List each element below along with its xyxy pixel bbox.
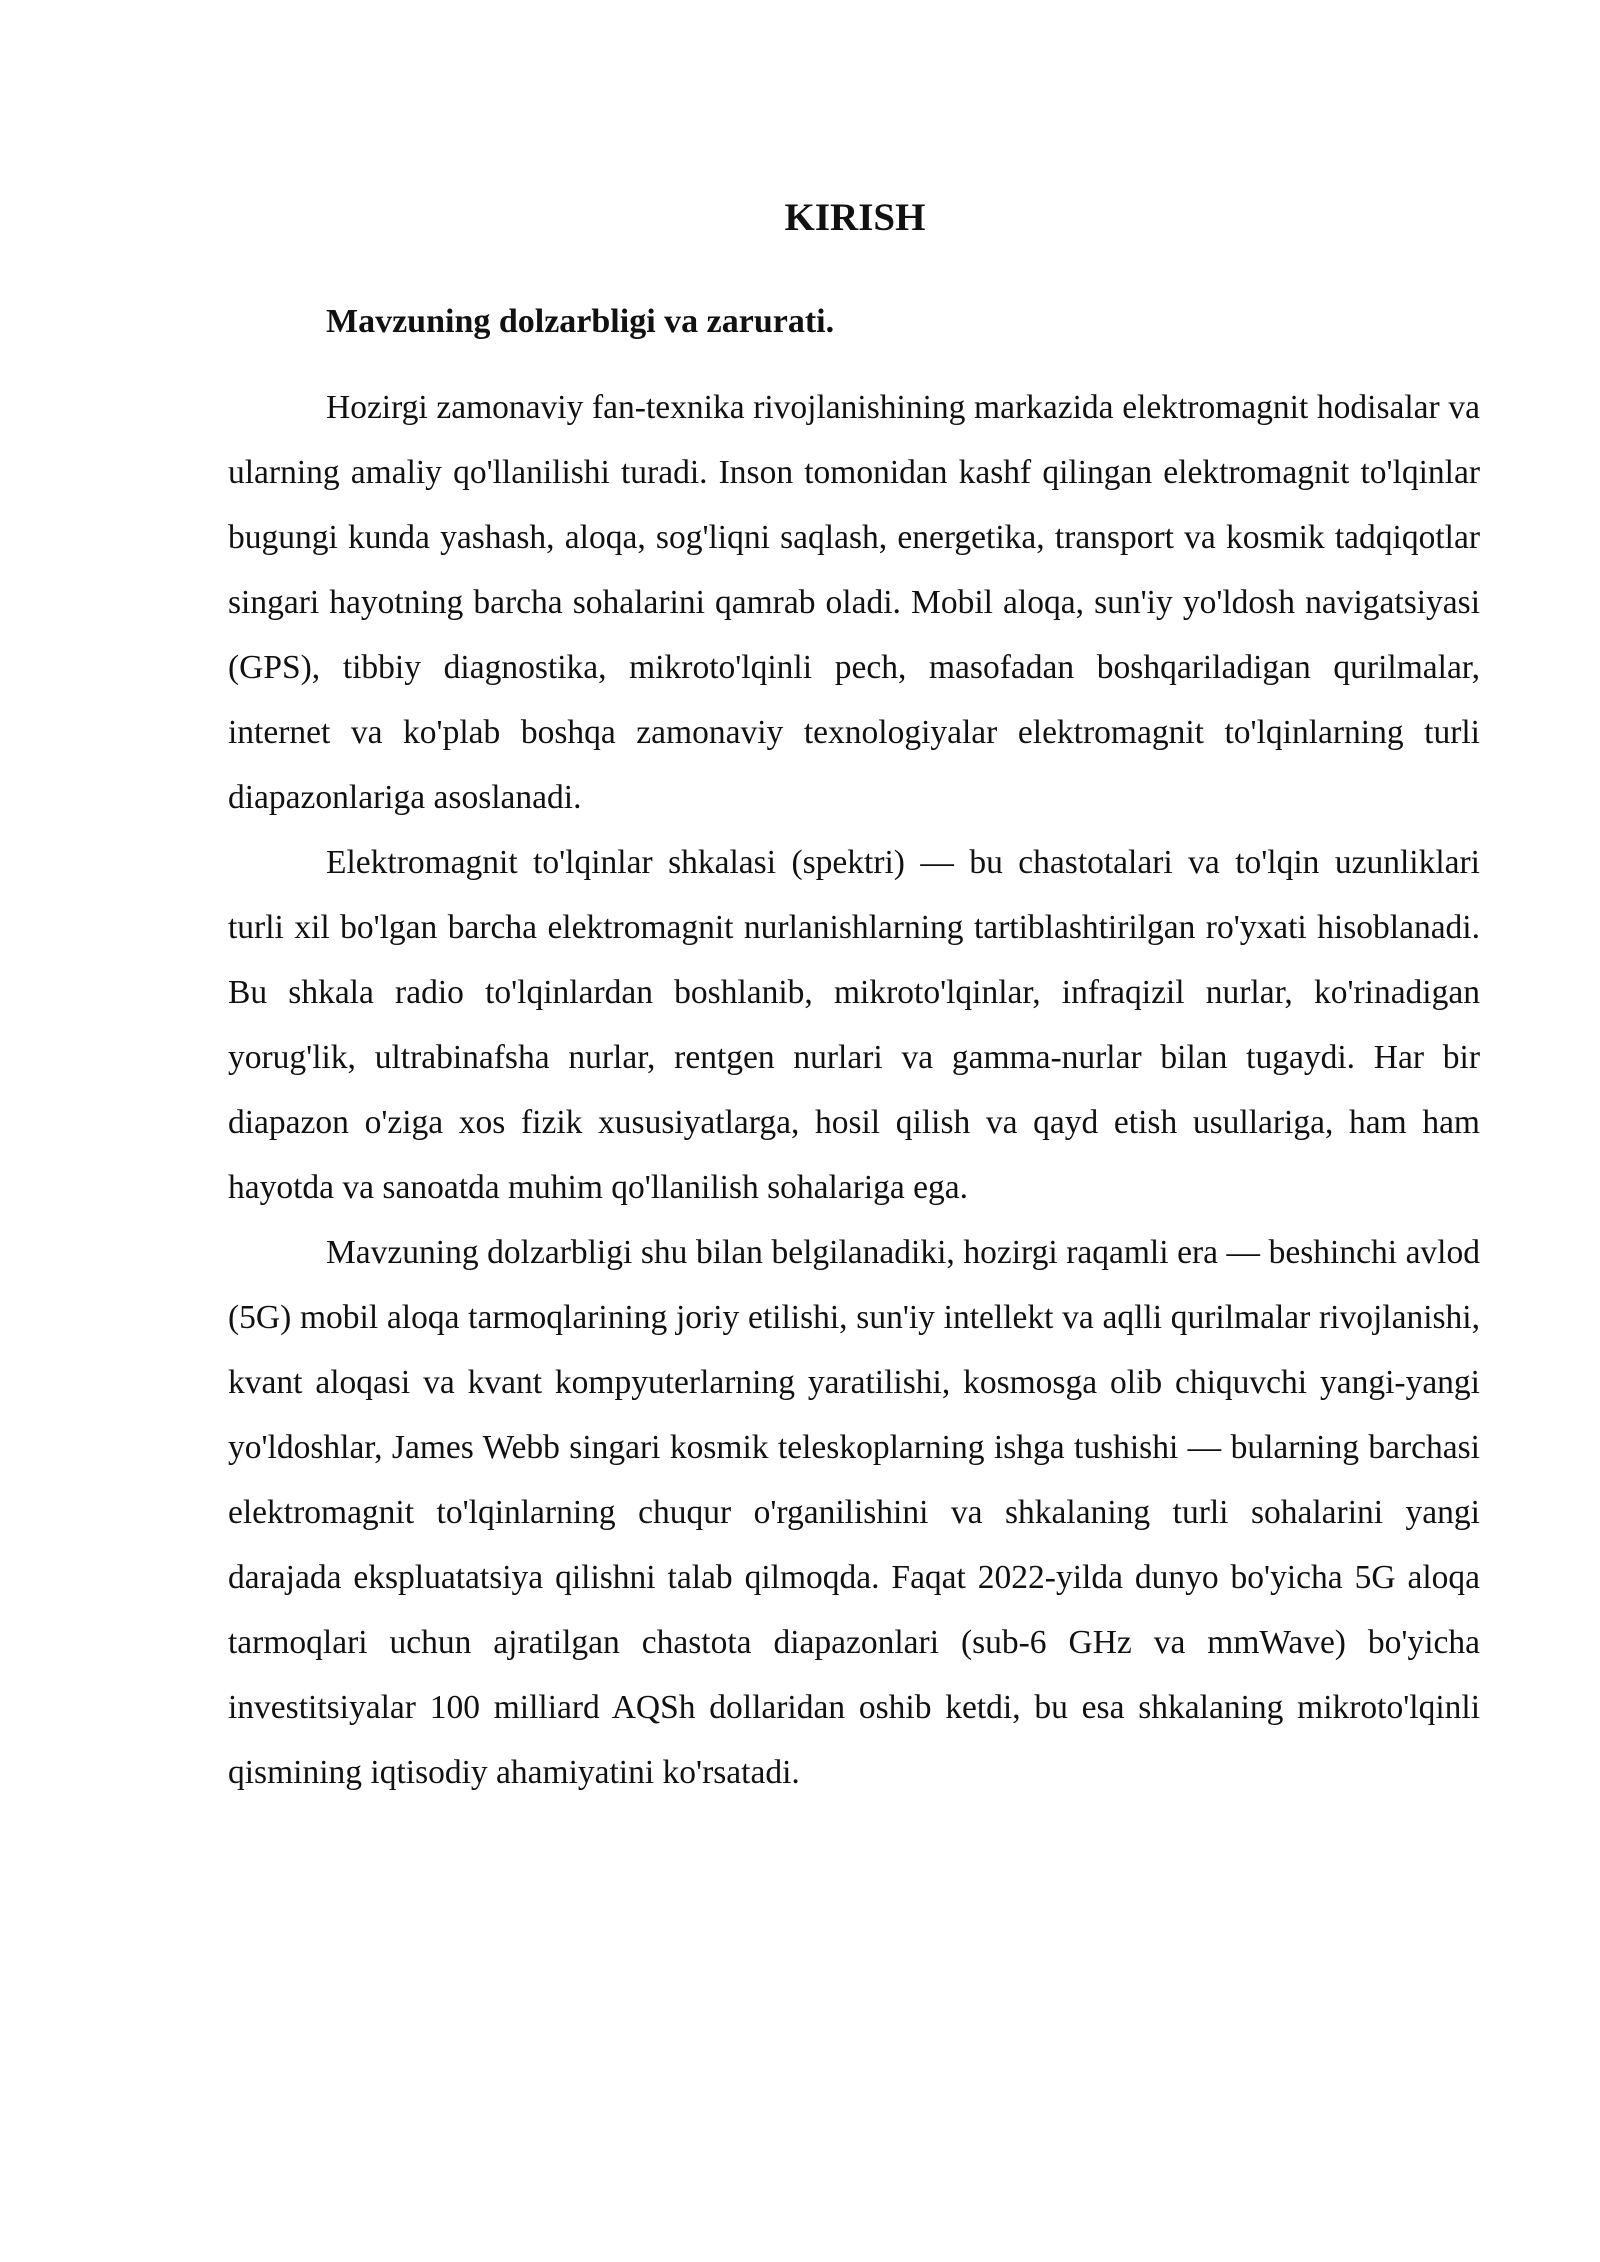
section-heading: Mavzuning dolzarbligi va zarurati. <box>326 303 835 340</box>
paragraph: Elektromagnit to'lqinlar shkalasi (spektri) — bu chastotalari va to'lqin uzunliklari turli xil bo'lgan barcha elektromagnit nurlanishlarning tartiblashtirilgan ro'yxati hisoblanadi. Bu shkala radio to'lqinlardan boshlanib, mikroto'lqinlar, infraqizil nurlar, ko'rinadigan yorug'lik, ultrabinafsha nurlar, rentgen nurlari va gamma-nurlar bilan tugaydi. Har bir diapazon o'ziga xos fizik xususiyatlarga, hosil qilish va qayd etish usullariga, ham ham hayotda va sanoatda muhim qo'llanilish sohalariga ega. <box>228 844 1480 1206</box>
page-title: KIRISH <box>784 196 926 239</box>
body-text <box>228 375 1480 1805</box>
paragraph: Mavzuning dolzarbligi shu bilan belgilanadiki, hozirgi raqamli era — beshinchi avlod (5G) mobil aloqa tarmoqlarining joriy etilishi, sun'iy intellekt va aqlli qurilmalar rivojlanishi, kvant aloqasi va kvant kompyuterlarning yaratilishi, kosmosga olib chiquvchi yangi-yangi yo'ldoshlar, James Webb singari kosmik teleskoplarning ishga tushishi — bularning barchasi elektromagnit to'lqinlarning chuqur o'rganilishini va shkalaning turli sohalarini yangi darajada ekspluatatsiya qilishni talab qilmoqda. Faqat 2022-yilda dunyo bo'yicha 5G aloqa tarmoqlari uchun ajratilgan chastota diapazonlari (sub-6 GHz va mmWave) bo'yicha investitsiyalar 100 milliard AQSh dollaridan oshib ketdi, bu esa shkalaning mikroto'lqinli qismining iqtisodiy ahamiyatini ko'rsatadi. <box>228 1234 1480 1791</box>
paragraph: Hozirgi zamonaviy fan-texnika rivojlanishining markazida elektromagnit hodisalar va ularning amaliy qo'llanilishi turadi. Inson tomonidan kashf qilingan elektromagnit to'lqinlar bugungi kunda yashash, aloqa, sog'liqni saqlash, energetika, transport va kosmik tadqiqotlar singari hayotning barcha sohalarini qamrab oladi. Mobil aloqa, sun'iy yo'ldosh navigatsiyasi (GPS), tibbiy diagnostika, mikroto'lqinli pech, masofadan boshqariladigan qurilmalar, internet va ko'plab boshqa zamonaviy texnologiyalar elektromagnit to'lqinlarning turli diapazonlariga asoslanadi. <box>228 389 1480 816</box>
